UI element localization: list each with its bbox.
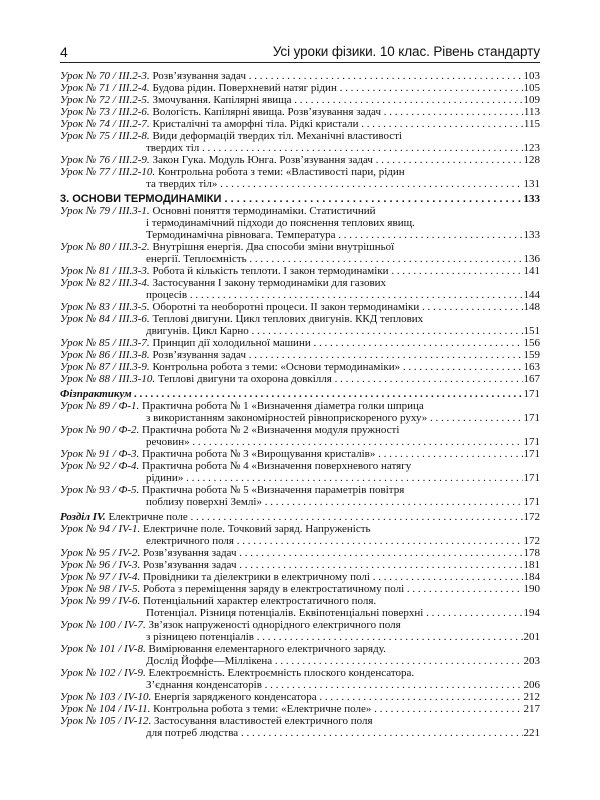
toc-entry-line — [60, 241, 540, 253]
lesson-code: Урок № 105 / IV-12. — [60, 715, 152, 727]
lesson-title: Оборотні та необоротні процеси. ІІ закон термодинаміки . . . — [152, 301, 522, 313]
practicum-heading-row — [60, 388, 540, 400]
lesson-title: з використанням закономірностей рівноприскореного руху» . . . — [146, 412, 523, 424]
toc-entry-line — [60, 166, 540, 178]
page-ref: 136 — [523, 253, 540, 265]
page-ref: 172 — [523, 535, 540, 547]
toc-entry-line — [60, 484, 540, 496]
lesson-title: Потенціальний характер електростатичного поля. — [142, 595, 377, 607]
lesson-title: Внутрішня енергія. Два способи зміни внутрішньої — [152, 241, 395, 253]
toc-entry-line — [60, 631, 540, 643]
lesson-code: Урок № 87 / ІІІ.3-9. — [60, 361, 150, 373]
page-ref: 115 — [523, 118, 540, 130]
lesson-title: Застосування властивостей електричного поля — [153, 715, 373, 727]
lesson-code: Урок № 76 / ІІІ.2-9. — [60, 154, 150, 166]
page-ref: 171 — [523, 448, 540, 460]
toc-entry-line — [60, 118, 540, 130]
lesson-code: Урок № 77 / ІІІ.2-10. — [60, 166, 156, 178]
lesson-code: Урок № 71 / ІІІ.2-4. — [60, 82, 150, 94]
toc-entry-line — [60, 154, 540, 166]
page-ref: 103 — [523, 70, 540, 82]
toc-entry-line — [60, 496, 540, 508]
lesson-title: двигунів. Цикл Карно . . . — [146, 325, 523, 337]
toc-entry-line — [60, 424, 540, 436]
lesson-code: Урок № 83 / ІІІ.3-5. — [60, 301, 150, 313]
page-header — [60, 44, 540, 63]
lesson-title: Вимірювання елементарного електричного заряду. — [148, 643, 386, 655]
lesson-code: Урок № 72 / ІІІ.2-5. — [60, 94, 150, 106]
lesson-title: Розв’язування задач . . . — [143, 547, 523, 559]
lesson-title: Контрольна робота з теми: «Властивості пари, рідин — [157, 166, 405, 178]
page-ref: 172 — [523, 511, 540, 523]
page-ref: 144 — [523, 289, 540, 301]
lesson-title: Енергія зарядженого конденсатора . . . — [154, 691, 523, 703]
lesson-code: Урок № 93 / Ф-5. — [60, 484, 140, 496]
lesson-code: Урок № 96 / IV-3. — [60, 559, 141, 571]
lesson-code: Урок № 99 / IV-6. — [60, 595, 141, 607]
page-ref: 217 — [523, 703, 540, 715]
lesson-code: Урок № 74 / ІІІ.2-7. — [60, 118, 150, 130]
lesson-title: Основні поняття термодинаміки. Статистичний — [152, 205, 376, 217]
toc-entry-line — [60, 436, 540, 448]
page-ref: 167 — [523, 373, 540, 385]
lesson-title: Дослід Йоффе—Міллікена . . . — [146, 655, 523, 667]
toc-entry-line — [60, 472, 540, 484]
page-ref: 178 — [523, 547, 540, 559]
page-number: 4 — [60, 44, 68, 60]
toc-entry-line — [60, 349, 540, 361]
toc-entry-line — [60, 703, 540, 715]
lesson-code: Урок № 80 / ІІІ.3-2. — [60, 241, 150, 253]
lesson-title: Застосування І закону термодинаміки для газових — [152, 277, 387, 289]
page-ref: 221 — [523, 727, 540, 739]
toc-entry-line — [60, 142, 540, 154]
toc-entry-line — [60, 265, 540, 277]
toc-entry-line — [60, 361, 540, 373]
lesson-title: Теплові двигуни. Цикл теплових двигунів. ККД теплових — [152, 313, 424, 325]
toc-entry-line — [60, 106, 540, 118]
lesson-title: Теплові двигуни та охорона довкілля . . . — [158, 373, 523, 385]
lesson-title: Практична робота № 1 «Визначення діаметра голки шприца — [142, 400, 424, 412]
toc-entry-line — [60, 679, 540, 691]
lesson-title: енергії. Теплоємність . . . — [146, 253, 523, 265]
lesson-title: і термодинамічний підходи до пояснення теплових явищ. — [146, 217, 415, 229]
page-ref: 190 — [523, 583, 540, 595]
table-of-contents — [60, 70, 540, 739]
page-ref: 206 — [523, 679, 540, 691]
section-title: 3. ОСНОВИ ТЕРМОДИНАМІКИ . . . — [60, 193, 523, 205]
toc-entry-line — [60, 691, 540, 703]
toc-entry-line — [60, 313, 540, 325]
lesson-title: Кристалічні та аморфні тіла. Рідкі кристали . . . — [152, 118, 522, 130]
lesson-code: Урок № 101 / IV-8. — [60, 643, 146, 655]
toc-entry-line — [60, 448, 540, 460]
page-ref: 212 — [523, 691, 540, 703]
toc-entry-line — [60, 70, 540, 82]
lesson-title: Зв’язок напруженості однорідного електричного поля — [148, 619, 401, 631]
lesson-code: Урок № 102 / IV-9. — [60, 667, 146, 679]
page-ref: 148 — [523, 301, 540, 313]
practicum-title: Фізпрактикум . . . — [60, 388, 523, 400]
lesson-code: Урок № 100 / IV-7. — [60, 619, 146, 631]
lesson-code: Урок № 97 / IV-4. — [60, 571, 141, 583]
lesson-title: Контрольна робота з теми: «Основи термодинаміки» . . . — [152, 361, 522, 373]
toc-entry-line — [60, 523, 540, 535]
lesson-title: Змочування. Капілярні явища . . . — [152, 94, 522, 106]
running-title: Усі уроки фізики. 10 клас. Рівень стандарту — [272, 44, 540, 59]
lesson-code: Урок № 84 / ІІІ.3-6. — [60, 313, 150, 325]
lesson-code: Урок № 92 / Ф-4. — [60, 460, 140, 472]
lesson-code: Урок № 104 / IV-11. — [60, 703, 151, 715]
part-title: Електричне поле . . . — [106, 511, 523, 523]
page-ref: 156 — [523, 337, 540, 349]
toc-entry-line — [60, 82, 540, 94]
part-heading-row — [60, 511, 540, 523]
page-ref: 201 — [523, 631, 540, 643]
toc-entry-line — [60, 667, 540, 679]
toc-entry-line — [60, 289, 540, 301]
page-ref: 128 — [523, 154, 540, 166]
lesson-title: Електричне поле. Точковий заряд. Напруженість — [142, 523, 371, 535]
part-code: Розділ IV. — [60, 511, 106, 523]
toc-entry-line — [60, 559, 540, 571]
lesson-code: Урок № 88 / ІІІ.3-10. — [60, 373, 156, 385]
page-ref: 133 — [523, 193, 540, 205]
toc-entry-line — [60, 595, 540, 607]
toc-entry-line — [60, 727, 540, 739]
page-ref: 159 — [523, 349, 540, 361]
page-ref: 194 — [523, 607, 540, 619]
toc-entry-line — [60, 94, 540, 106]
toc-entry-line — [60, 460, 540, 472]
toc-entry-line — [60, 130, 540, 142]
lesson-code: Урок № 79 / ІІІ.3-1. — [60, 205, 150, 217]
toc-entry-line — [60, 643, 540, 655]
lesson-code: Урок № 95 / IV-2. — [60, 547, 141, 559]
page-ref: 163 — [523, 361, 540, 373]
toc-entry-line — [60, 253, 540, 265]
lesson-title: Будова рідин. Поверхневий натяг рідин . . . — [152, 82, 522, 94]
lesson-code: Урок № 85 / ІІІ.3-7. — [60, 337, 150, 349]
lesson-code: Урок № 86 / ІІІ.3-8. — [60, 349, 150, 361]
toc-entry-line — [60, 277, 540, 289]
page-ref: 171 — [523, 436, 540, 448]
page-ref: 141 — [523, 265, 540, 277]
page-ref: 105 — [523, 82, 540, 94]
lesson-title: Контрольна робота з теми: «Електричне поле» . . . — [153, 703, 522, 715]
lesson-title: Практична робота № 5 «Визначення параметрів повітря — [142, 484, 405, 496]
page-ref: 184 — [523, 571, 540, 583]
lesson-title: Принцип дії холодильної машини . . . — [152, 337, 522, 349]
lesson-title: електричного поля . . . — [146, 535, 523, 547]
lesson-title: Вологість. Капілярні явища. Розв’язування задач . . . — [152, 106, 522, 118]
page-ref: 171 — [523, 412, 540, 424]
page-ref: 171 — [523, 388, 540, 400]
lesson-code: Урок № 89 / Ф-1. — [60, 400, 140, 412]
lesson-title: речовин» . . . — [146, 436, 523, 448]
toc-entry-line — [60, 217, 540, 229]
lesson-code: Урок № 81 / ІІІ.3-3. — [60, 265, 150, 277]
page-ref: 171 — [523, 496, 540, 508]
lesson-title: Потенціал. Різниця потенціалів. Еквіпотенціальні поверхні . . . — [146, 607, 523, 619]
toc-entry-line — [60, 715, 540, 727]
lesson-title: Практична робота № 2 «Визначення модуля пружності — [142, 424, 400, 436]
page-ref: 181 — [523, 559, 540, 571]
toc-entry-line — [60, 607, 540, 619]
lesson-code: Урок № 70 / ІІІ.2-3. — [60, 70, 150, 82]
page-ref: 113 — [523, 106, 540, 118]
lesson-title: Робота й кількість теплоти. І закон термодинаміки . . . — [152, 265, 522, 277]
toc-entry-line — [60, 655, 540, 667]
page-ref: 131 — [523, 178, 540, 190]
lesson-title: рідини» . . . — [146, 472, 523, 484]
lesson-title: Термодинамічна рівновага. Температура . . . — [146, 229, 523, 241]
lesson-title: процесів . . . — [146, 289, 523, 301]
lesson-code: Урок № 82 / ІІІ.3-4. — [60, 277, 150, 289]
toc-entry-line — [60, 400, 540, 412]
lesson-title: Робота з переміщення заряду в електростатичному полі . . . — [143, 583, 523, 595]
toc-entry-line — [60, 571, 540, 583]
page-ref: 203 — [523, 655, 540, 667]
lesson-code: Урок № 73 / ІІІ.2-6. — [60, 106, 150, 118]
toc-entry-line — [60, 301, 540, 313]
lesson-title: твердих тіл . . . — [146, 142, 523, 154]
lesson-title: Практична робота № 4 «Визначення поверхневого натягу — [142, 460, 412, 472]
lesson-title: Провідники та діелектрики в електричному полі . . . — [143, 571, 523, 583]
lesson-title: для потреб людства . . . — [146, 727, 523, 739]
page-ref: 171 — [523, 472, 540, 484]
lesson-code: Урок № 103 / IV-10. — [60, 691, 152, 703]
toc-entry-line — [60, 412, 540, 424]
lesson-title: Розв’язування задач . . . — [143, 559, 523, 571]
toc-entry-line — [60, 619, 540, 631]
toc-entry-line — [60, 205, 540, 217]
toc-entry-line — [60, 178, 540, 190]
toc-entry-line — [60, 373, 540, 385]
page-ref: 123 — [523, 142, 540, 154]
toc-entry-line — [60, 229, 540, 241]
lesson-title: Розв’язування задач . . . — [152, 70, 522, 82]
lesson-title: Практична робота № 3 «Вирощування кристалів» . . . — [142, 448, 522, 460]
lesson-title: Електроємність. Електроємність плоского конденсатора. — [148, 667, 415, 679]
toc-entry-line — [60, 583, 540, 595]
lesson-title: Розв’язування задач . . . — [152, 349, 522, 361]
toc-entry-line — [60, 337, 540, 349]
lesson-code: Урок № 75 / ІІІ.2-8. — [60, 130, 150, 142]
lesson-code: Урок № 94 / IV-1. — [60, 523, 141, 535]
lesson-code: Урок № 90 / Ф-2. — [60, 424, 140, 436]
section-heading-row — [60, 193, 540, 205]
toc-entry-line — [60, 325, 540, 337]
toc-entry-line — [60, 547, 540, 559]
toc-entry-line — [60, 535, 540, 547]
lesson-code: Урок № 98 / IV-5. — [60, 583, 141, 595]
lesson-title: Види деформацій твердих тіл. Механічні властивості — [152, 130, 402, 142]
lesson-title: Закон Гука. Модуль Юнга. Розв’язування задач . . . — [152, 154, 522, 166]
page-ref: 151 — [523, 325, 540, 337]
page-ref: 109 — [523, 94, 540, 106]
lesson-title: З’єднання конденсаторів . . . — [146, 679, 523, 691]
lesson-title: та твердих тіл» . . . — [146, 178, 523, 190]
lesson-title: поблизу поверхні Землі» . . . — [146, 496, 523, 508]
page-ref: 133 — [523, 229, 540, 241]
lesson-title: з різницею потенціалів . . . — [146, 631, 523, 643]
lesson-code: Урок № 91 / Ф-3. — [60, 448, 140, 460]
